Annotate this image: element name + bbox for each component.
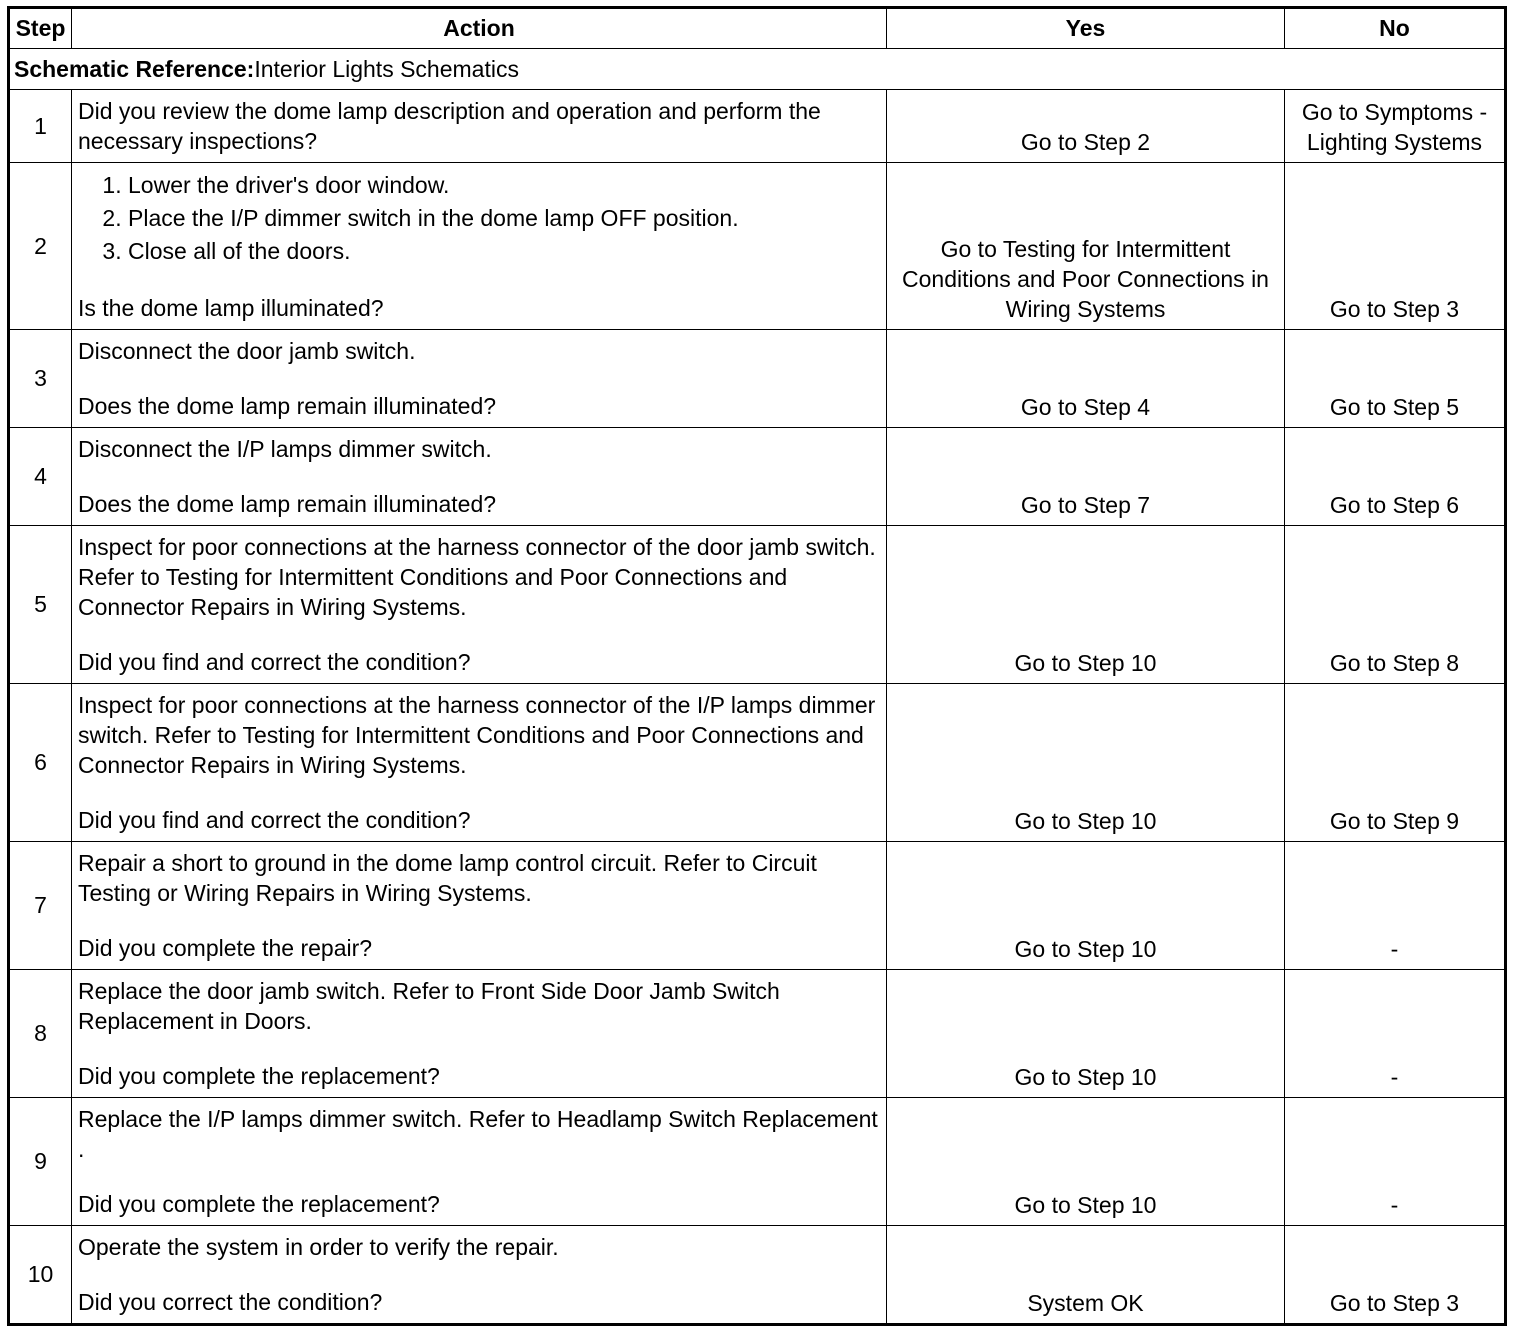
step-number: 4 bbox=[9, 428, 72, 526]
no-result: Go to Step 6 bbox=[1285, 428, 1506, 526]
header-no: No bbox=[1285, 8, 1506, 49]
yes-result: Go to Step 2 bbox=[887, 90, 1285, 163]
table-row bbox=[9, 526, 1506, 684]
action-instruction: Disconnect the door jamb switch. bbox=[78, 338, 416, 364]
action-cell bbox=[72, 90, 887, 163]
yes-result: System OK bbox=[887, 1226, 1285, 1325]
action-cell bbox=[72, 428, 887, 526]
action-question: Does the dome lamp remain illuminated? bbox=[78, 393, 497, 419]
action-cell bbox=[72, 842, 887, 970]
no-result: Go to Step 5 bbox=[1285, 330, 1506, 428]
action-list-item: 3. Close all of the doors. bbox=[128, 235, 880, 268]
step-number: 7 bbox=[9, 842, 72, 970]
no-result: - bbox=[1285, 842, 1506, 970]
table-row bbox=[9, 1226, 1506, 1325]
yes-result: Go to Step 10 bbox=[887, 684, 1285, 842]
action-list bbox=[78, 169, 880, 268]
action-cell bbox=[72, 526, 887, 684]
header-row bbox=[9, 8, 1506, 49]
header-yes: Yes bbox=[887, 8, 1285, 49]
yes-result: Go to Step 4 bbox=[887, 330, 1285, 428]
no-result: - bbox=[1285, 970, 1506, 1098]
action-question: Did you complete the repair? bbox=[78, 935, 373, 961]
table-row bbox=[9, 163, 1506, 330]
diagnostic-table bbox=[7, 6, 1507, 1326]
table-row bbox=[9, 428, 1506, 526]
action-instruction: Operate the system in order to verify the repair. bbox=[78, 1234, 559, 1260]
schematic-reference bbox=[9, 49, 1506, 90]
action-question: Is the dome lamp illuminated? bbox=[78, 295, 384, 321]
table-row bbox=[9, 970, 1506, 1098]
action-cell bbox=[72, 330, 887, 428]
action-instruction: Did you review the dome lamp description and operation and perform the necessary inspections? bbox=[78, 98, 821, 154]
action-question: Did you complete the replacement? bbox=[78, 1063, 440, 1089]
yes-result: Go to Testing for Intermittent Conditions and Poor Connections in Wiring Systems bbox=[887, 163, 1285, 330]
action-cell bbox=[72, 1226, 887, 1325]
no-result: Go to Step 3 bbox=[1285, 163, 1506, 330]
yes-result: Go to Step 10 bbox=[887, 842, 1285, 970]
step-number: 2 bbox=[9, 163, 72, 330]
action-question: Does the dome lamp remain illuminated? bbox=[78, 491, 497, 517]
action-cell bbox=[72, 1098, 887, 1226]
action-question: Did you correct the condition? bbox=[78, 1289, 383, 1315]
step-number: 5 bbox=[9, 526, 72, 684]
table-row bbox=[9, 330, 1506, 428]
action-cell bbox=[72, 163, 887, 330]
action-question: Did you find and correct the condition? bbox=[78, 649, 471, 675]
step-number: 1 bbox=[9, 90, 72, 163]
table-row bbox=[9, 90, 1506, 163]
action-cell bbox=[72, 684, 887, 842]
schematic-reference-value: Interior Lights Schematics bbox=[254, 55, 519, 82]
yes-result: Go to Step 10 bbox=[887, 1098, 1285, 1226]
schematic-reference-row bbox=[9, 49, 1506, 90]
step-number: 3 bbox=[9, 330, 72, 428]
yes-result: Go to Step 10 bbox=[887, 526, 1285, 684]
table-row bbox=[9, 1098, 1506, 1226]
schematic-reference-label: Schematic Reference: bbox=[14, 55, 255, 82]
action-list-item: 1. Lower the driver's door window. bbox=[128, 169, 880, 202]
action-instruction: Replace the I/P lamps dimmer switch. Refer to Headlamp Switch Replacement . bbox=[78, 1106, 878, 1162]
action-instruction: Inspect for poor connections at the harness connector of the I/P lamps dimmer switch. Refer to Testing for Intermittent Conditions and Poor Connections and Connector Repairs in Wiring Systems. bbox=[78, 692, 876, 778]
no-result: - bbox=[1285, 1098, 1506, 1226]
yes-result: Go to Step 7 bbox=[887, 428, 1285, 526]
step-number: 6 bbox=[9, 684, 72, 842]
action-instruction: Inspect for poor connections at the harness connector of the door jamb switch. Refer to Testing for Intermittent Conditions and Poor Connections and Connector Repairs in Wiring Systems. bbox=[78, 534, 876, 620]
step-number: 9 bbox=[9, 1098, 72, 1226]
table-row bbox=[9, 842, 1506, 970]
yes-result: Go to Step 10 bbox=[887, 970, 1285, 1098]
no-result: Go to Symptoms - Lighting Systems bbox=[1285, 90, 1506, 163]
action-instruction: Repair a short to ground in the dome lamp control circuit. Refer to Circuit Testing or Wiring Repairs in Wiring Systems. bbox=[78, 850, 817, 906]
no-result: Go to Step 8 bbox=[1285, 526, 1506, 684]
step-number: 8 bbox=[9, 970, 72, 1098]
action-question: Did you complete the replacement? bbox=[78, 1191, 440, 1217]
action-question: Did you find and correct the condition? bbox=[78, 807, 471, 833]
table-row bbox=[9, 684, 1506, 842]
no-result: Go to Step 3 bbox=[1285, 1226, 1506, 1325]
action-cell bbox=[72, 970, 887, 1098]
header-action: Action bbox=[72, 8, 887, 49]
step-number: 10 bbox=[9, 1226, 72, 1325]
action-instruction: Disconnect the I/P lamps dimmer switch. bbox=[78, 436, 492, 462]
action-list-item: 2. Place the I/P dimmer switch in the dome lamp OFF position. bbox=[128, 202, 880, 235]
no-result: Go to Step 9 bbox=[1285, 684, 1506, 842]
action-instruction: Replace the door jamb switch. Refer to Front Side Door Jamb Switch Replacement in Doors. bbox=[78, 978, 780, 1034]
header-step: Step bbox=[9, 8, 72, 49]
